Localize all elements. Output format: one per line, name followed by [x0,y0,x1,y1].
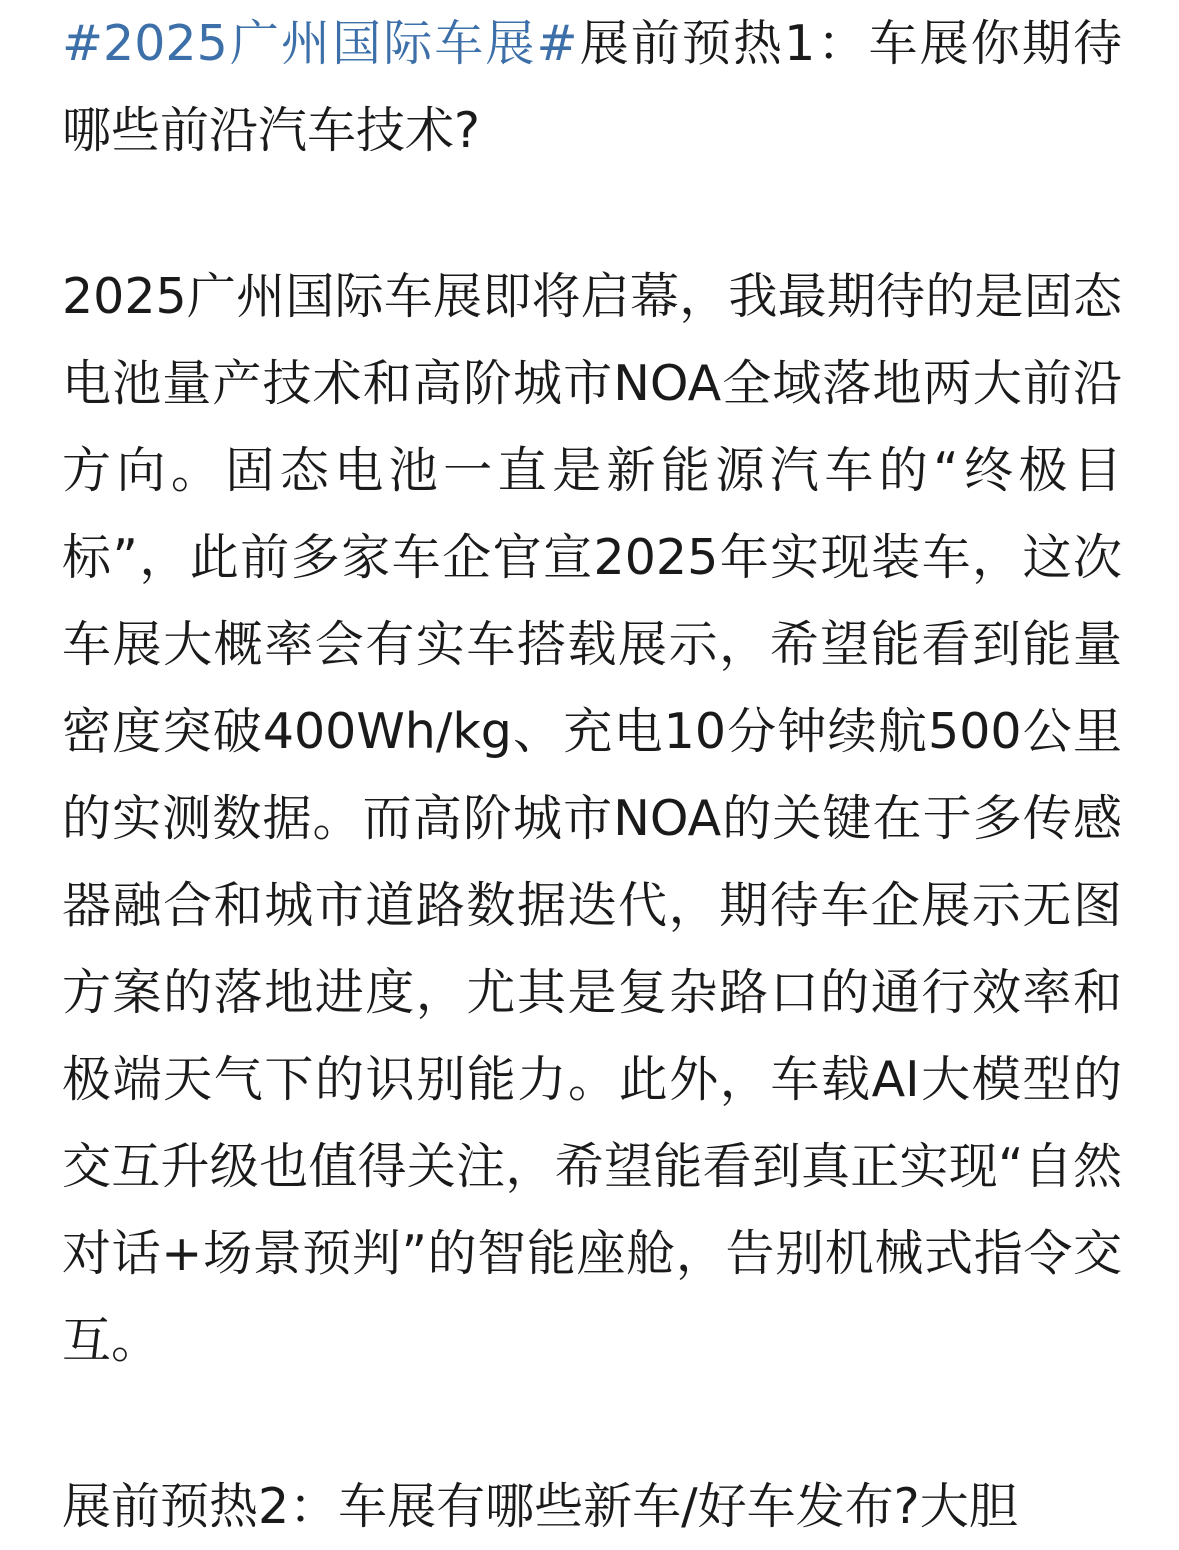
post-content [62,0,1122,1550]
post-title-paragraph [62,0,1122,174]
post-body-paragraph: 2025广州国际车展即将启幕，我最期待的是固态电池量产技术和高阶城市NOA全域落地两大前沿方向。固态电池一直是新能源汽车的“终极目标”，此前多家车企官宣2025年实现装车，这次车展大概率会有实车搭载展示，希望能看到能量密度突破400Wh/kg、充电10分钟续航500公里的实测数据。而高阶城市NOA的关键在于多传感器融合和城市道路数据迭代，期待车企展示无图方案的落地进度，尤其是复杂路口的通行效率和极端天气下的识别能力。此外，车载AI大模型的交互升级也值得关注，希望能看到真正实现“自然对话+场景预判”的智能座舱，告别机械式指令交互。 [62,268,1122,1369]
topic-hashtag-link[interactable]: #2025广州国际车展# [62,15,578,72]
next-paragraph-cut-off: 展前预热2：车展有哪些新车/好车发布?大胆 [62,1478,1018,1535]
post-title-text: 展前预热1：车展你期待哪些前沿汽车技术? [62,15,1122,159]
